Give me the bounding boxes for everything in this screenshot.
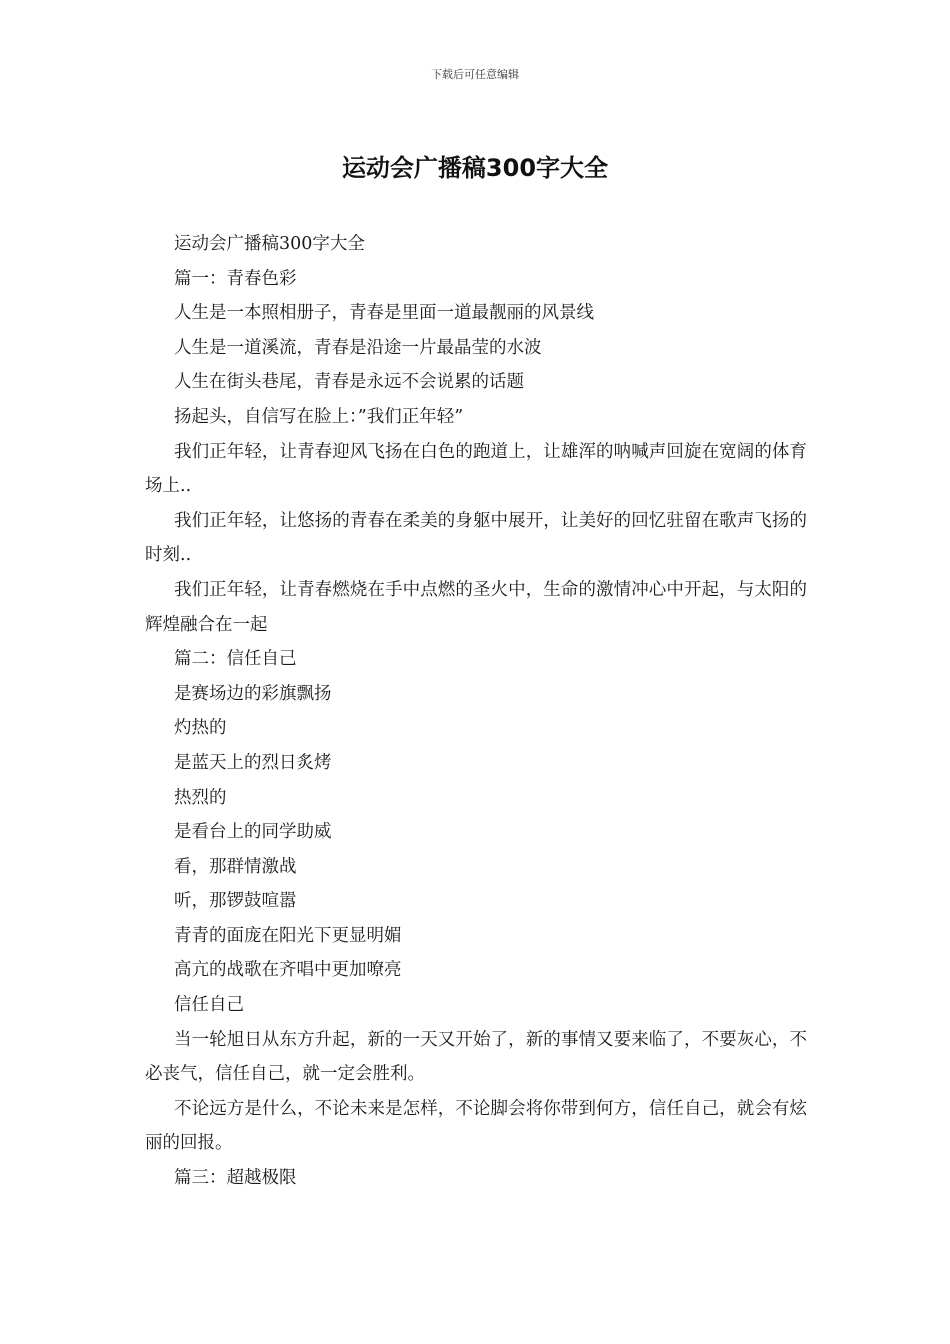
section-heading: 篇一：青春色彩 <box>174 268 297 289</box>
paragraph: 热烈的 <box>174 787 227 808</box>
section-heading: 篇三：超越极限 <box>174 1168 297 1189</box>
paragraph: 信任自己 <box>174 995 244 1016</box>
document-body <box>145 227 807 1196</box>
header-note: 下载后可任意编辑 <box>431 68 519 81</box>
document-title: 运动会广播稿300字大全 <box>341 154 609 182</box>
paragraph: 不论远方是什么，不论未来是怎样，不论脚会将你带到何方，信任自己，就会有炫丽的回报。 <box>145 1098 807 1154</box>
paragraph: 我们正年轻，让青春迎风飞扬在白色的跑道上，让雄浑的呐喊声回旋在宽阔的体育场上.. <box>145 441 807 497</box>
paragraph: 人生是一本照相册子，青春是里面一道最靓丽的风景线 <box>174 303 594 324</box>
paragraph: 高亢的战歌在齐唱中更加嘹亮 <box>174 960 402 981</box>
paragraph: 是蓝天上的烈日炙烤 <box>174 752 332 773</box>
paragraph: 扬起头，自信写在脸上：”我们正年轻” <box>174 406 464 427</box>
section-heading: 篇二：信任自己 <box>174 649 297 670</box>
paragraph: 我们正年轻，让悠扬的青春在柔美的身躯中展开，让美好的回忆驻留在歌声飞扬的时刻.. <box>145 510 807 566</box>
paragraph: 是赛场边的彩旗飘扬 <box>174 683 332 704</box>
paragraph: 运动会广播稿300字大全 <box>174 234 365 254</box>
paragraph: 看，那群情激战 <box>174 856 297 877</box>
paragraph: 当一轮旭日从东方升起，新的一天又开始了，新的事情又要来临了，不要灰心，不必丧气，信任自己，就一定会胜利。 <box>145 1029 807 1085</box>
paragraph: 人生是一道溪流，青春是沿途一片最晶莹的水波 <box>174 337 542 358</box>
paragraph: 听，那锣鼓喧嚣 <box>174 891 297 912</box>
paragraph: 青青的面庞在阳光下更显明媚 <box>174 925 402 946</box>
paragraph: 灼热的 <box>174 718 227 739</box>
paragraph: 是看台上的同学助威 <box>174 822 332 843</box>
paragraph: 我们正年轻，让青春燃烧在手中点燃的圣火中，生命的激情冲心中开起，与太阳的辉煌融合在一起 <box>145 579 807 635</box>
paragraph: 人生在街头巷尾，青春是永远不会说累的话题 <box>174 372 524 393</box>
